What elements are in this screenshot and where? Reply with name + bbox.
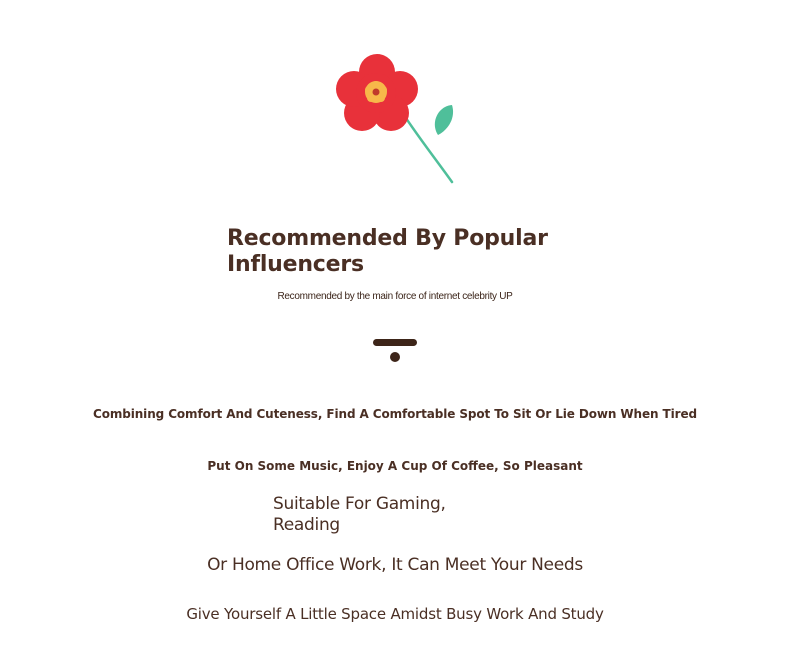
flower-leaf [435,105,453,135]
feature-line-space: Give Yourself A Little Space Amidst Busy Work And Study [186,605,604,623]
feature-line-gaming: Suitable For Gaming, Reading [273,494,446,535]
feature-line-comfort: Combining Comfort And Cuteness, Find A Comfortable Spot To Sit Or Lie Down When Tired [92,407,698,421]
page-subtitle: Recommended by the main force of internet celebrity UP [277,291,513,302]
page-title: Recommended By Popular Influencers [227,226,548,277]
feature-line-music: Put On Some Music, Enjoy A Cup Of Coffee, So Pleasant [207,459,583,473]
feature-line-office: Or Home Office Work, It Can Meet Your Needs [207,555,583,575]
flower-center [365,81,387,103]
flower-icon [330,48,460,188]
divider-icon [372,338,418,364]
